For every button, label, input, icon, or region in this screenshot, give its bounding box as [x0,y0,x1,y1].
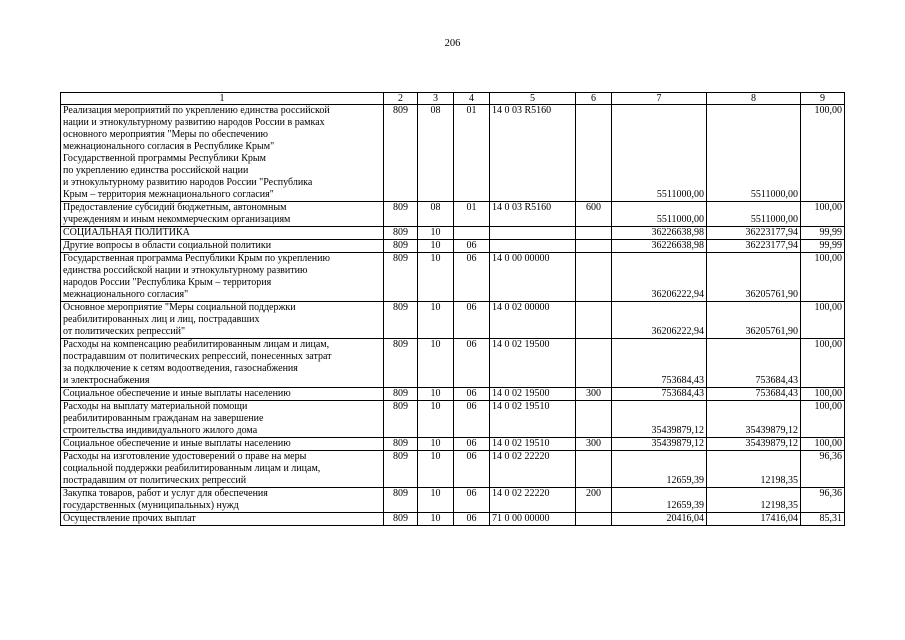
section-code-cell: 08 [418,105,454,202]
row-name-cell: Предоставление субсидий бюджетным, автономным учреждениям и иным некоммерческим организациям [61,202,384,227]
planned-amount-cell: 5511000,00 [612,202,707,227]
planned-amount-cell: 36226638,98 [612,227,707,240]
department-code-cell: 809 [384,438,418,451]
section-code-cell: 10 [418,227,454,240]
row-name-cell: Основное мероприятие "Меры социальной поддержки реабилитированных лиц и лиц, пострадавших от политических репрессий" [61,302,384,339]
section-code-cell: 10 [418,339,454,388]
row-name-cell: Реализация мероприятий по укреплению единства российской нации и этнокультурному развитию народов России в рамках основного мероприятия "Меры по обеспечению межнационального согласия в Республике Крым" Государственной программы Республики Крым по укреплению единства российской нации и этнокультурному развитию народов России "Республика Крым – территория межнационального согласия" [61,105,384,202]
target-article-cell: 14 0 00 00000 [490,253,576,302]
expense-type-cell [576,253,612,302]
department-code-cell: 809 [384,240,418,253]
actual-amount-cell: 753684,43 [707,339,801,388]
department-code-cell: 809 [384,388,418,401]
actual-amount-cell: 36223177,94 [707,227,801,240]
department-code-cell: 809 [384,513,418,526]
department-code-cell: 809 [384,302,418,339]
subsection-code-cell: 01 [454,105,490,202]
subsection-code-cell [454,227,490,240]
planned-amount-cell: 20416,04 [612,513,707,526]
table-row [61,401,845,438]
table-row [61,253,845,302]
planned-amount-cell: 753684,43 [612,339,707,388]
target-article-cell: 14 0 02 19500 [490,388,576,401]
subsection-code-cell: 06 [454,513,490,526]
table-row [61,227,845,240]
expense-type-cell [576,513,612,526]
target-article-cell [490,227,576,240]
table-row [61,513,845,526]
execution-percent-cell: 100,00 [801,388,845,401]
planned-amount-cell: 35439879,12 [612,401,707,438]
actual-amount-cell: 17416,04 [707,513,801,526]
column-header: 1 [61,93,384,105]
row-name-cell: Расходы на изготовление удостоверений о праве на меры социальной поддержки реабилитированным лицам и лицам, пострадавшим от политических репрессий [61,451,384,488]
column-header: 5 [490,93,576,105]
row-name-cell: Расходы на компенсацию реабилитированным лицам и лицам, пострадавшим от политических репрессий, понесенных затрат за подключение к сетям водоотведения, газоснабжения и электроснабжения [61,339,384,388]
execution-percent-cell: 100,00 [801,339,845,388]
subsection-code-cell: 06 [454,451,490,488]
target-article-cell: 14 0 02 19500 [490,339,576,388]
table-row [61,438,845,451]
row-name-cell: Расходы на выплату материальной помощи реабилитированным гражданам на завершение строительства индивидуального жилого дома [61,401,384,438]
execution-percent-cell: 100,00 [801,401,845,438]
actual-amount-cell: 35439879,12 [707,438,801,451]
target-article-cell: 71 0 00 00000 [490,513,576,526]
actual-amount-cell: 5511000,00 [707,105,801,202]
planned-amount-cell: 12659,39 [612,451,707,488]
section-code-cell: 10 [418,488,454,513]
expense-type-cell [576,105,612,202]
actual-amount-cell: 36223177,94 [707,240,801,253]
row-name-cell: Социальное обеспечение и иные выплаты населению [61,388,384,401]
subsection-code-cell: 06 [454,438,490,451]
execution-percent-cell: 96,36 [801,451,845,488]
department-code-cell: 809 [384,451,418,488]
table-row [61,240,845,253]
table-row [61,339,845,388]
planned-amount-cell: 36206222,94 [612,253,707,302]
table-row [61,488,845,513]
planned-amount-cell: 35439879,12 [612,438,707,451]
target-article-cell: 14 0 02 22220 [490,488,576,513]
target-article-cell: 14 0 03 R5160 [490,202,576,227]
row-name-cell: Другие вопросы в области социальной политики [61,240,384,253]
section-code-cell: 10 [418,513,454,526]
budget-table [60,92,845,526]
target-article-cell [490,240,576,253]
planned-amount-cell: 5511000,00 [612,105,707,202]
column-header: 4 [454,93,490,105]
row-name-cell: Закупка товаров, работ и услуг для обеспечения государственных (муниципальных) нужд [61,488,384,513]
planned-amount-cell: 12659,39 [612,488,707,513]
actual-amount-cell: 5511000,00 [707,202,801,227]
expense-type-cell: 300 [576,388,612,401]
subsection-code-cell: 06 [454,240,490,253]
expense-type-cell [576,302,612,339]
target-article-cell: 14 0 02 19510 [490,401,576,438]
planned-amount-cell: 753684,43 [612,388,707,401]
department-code-cell: 809 [384,105,418,202]
execution-percent-cell: 85,31 [801,513,845,526]
actual-amount-cell: 753684,43 [707,388,801,401]
target-article-cell: 14 0 02 19510 [490,438,576,451]
section-code-cell: 08 [418,202,454,227]
planned-amount-cell: 36226638,98 [612,240,707,253]
actual-amount-cell: 36205761,90 [707,253,801,302]
execution-percent-cell: 100,00 [801,302,845,339]
execution-percent-cell: 100,00 [801,202,845,227]
row-name-cell: Государственная программа Республики Крым по укреплению единства российской нации и этнокультурному развитию народов России "Республика Крым – территория межнационального согласия" [61,253,384,302]
execution-percent-cell: 96,36 [801,488,845,513]
execution-percent-cell: 100,00 [801,253,845,302]
table-row [61,105,845,202]
column-header: 9 [801,93,845,105]
subsection-code-cell: 06 [454,488,490,513]
department-code-cell: 809 [384,401,418,438]
actual-amount-cell: 12198,35 [707,451,801,488]
actual-amount-cell: 35439879,12 [707,401,801,438]
expense-type-cell [576,240,612,253]
table-row [61,302,845,339]
section-code-cell: 10 [418,302,454,339]
target-article-cell: 14 0 02 22220 [490,451,576,488]
expense-type-cell [576,227,612,240]
row-name-cell: Социальное обеспечение и иные выплаты населению [61,438,384,451]
column-header: 2 [384,93,418,105]
department-code-cell: 809 [384,202,418,227]
section-code-cell: 10 [418,438,454,451]
subsection-code-cell: 01 [454,202,490,227]
section-code-cell: 10 [418,240,454,253]
planned-amount-cell: 36206222,94 [612,302,707,339]
row-name-cell: Осуществление прочих выплат [61,513,384,526]
table-row [61,202,845,227]
column-header: 8 [707,93,801,105]
actual-amount-cell: 36205761,90 [707,302,801,339]
expense-type-cell: 300 [576,438,612,451]
target-article-cell: 14 0 03 R5160 [490,105,576,202]
column-header: 6 [576,93,612,105]
expense-type-cell [576,339,612,388]
subsection-code-cell: 06 [454,388,490,401]
section-code-cell: 10 [418,401,454,438]
subsection-code-cell: 06 [454,253,490,302]
expense-type-cell [576,401,612,438]
subsection-code-cell: 06 [454,401,490,438]
execution-percent-cell: 99,99 [801,240,845,253]
table-row [61,451,845,488]
row-name-cell: СОЦИАЛЬНАЯ ПОЛИТИКА [61,227,384,240]
department-code-cell: 809 [384,227,418,240]
department-code-cell: 809 [384,253,418,302]
department-code-cell: 809 [384,488,418,513]
execution-percent-cell: 100,00 [801,105,845,202]
expense-type-cell: 600 [576,202,612,227]
department-code-cell: 809 [384,339,418,388]
execution-percent-cell: 99,99 [801,227,845,240]
section-code-cell: 10 [418,451,454,488]
section-code-cell: 10 [418,388,454,401]
column-header: 3 [418,93,454,105]
table-row [61,388,845,401]
section-code-cell: 10 [418,253,454,302]
table-header-row [61,93,845,105]
column-header: 7 [612,93,707,105]
execution-percent-cell: 100,00 [801,438,845,451]
subsection-code-cell: 06 [454,339,490,388]
actual-amount-cell: 12198,35 [707,488,801,513]
subsection-code-cell: 06 [454,302,490,339]
expense-type-cell [576,451,612,488]
target-article-cell: 14 0 02 00000 [490,302,576,339]
expense-type-cell: 200 [576,488,612,513]
page-number: 206 [444,38,461,49]
